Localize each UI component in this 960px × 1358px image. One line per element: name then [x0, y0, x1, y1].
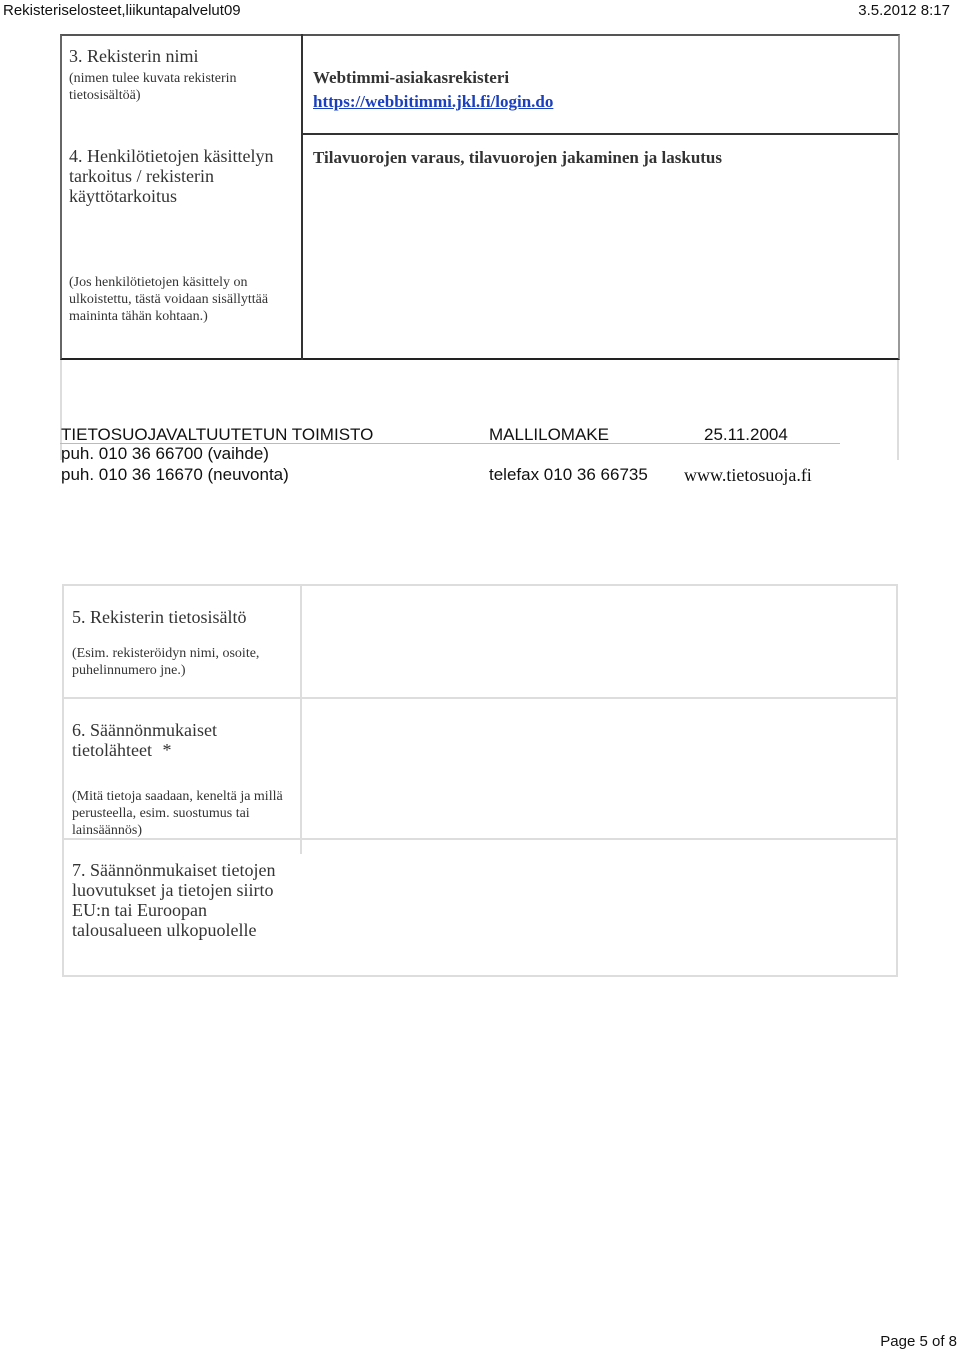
print-datetime: 3.5.2012 8:17: [858, 2, 950, 19]
section6-star: *: [162, 740, 172, 760]
register-login-link[interactable]: https://webbitimmi.jkl.fi/login.do: [313, 92, 554, 111]
section6-heading: [72, 720, 297, 760]
form-label: MALLILOMAKE: [489, 425, 609, 444]
phone-main: puh. 010 36 66700 (vaihde): [61, 444, 269, 463]
office-name: TIETOSUOJAVALTUUTETUN TOIMISTO: [61, 425, 374, 444]
section3-hint: (nimen tulee kuvata rekisterin tietosisältöä): [69, 71, 237, 103]
section6-hint: (Mitä tietoja saadaan, keneltä ja millä perusteella, esim. suostumus tai lainsäännös): [72, 789, 283, 838]
lower-table-row-divider-1: [62, 697, 898, 699]
section5-label: 5. Rekisterin tietosisältö: [72, 607, 247, 627]
section6-label: 6. Säännönmukaiset tietolähteet: [72, 720, 217, 760]
top-table-row-divider: [303, 133, 898, 135]
page-number: Page 5 of 8: [880, 1333, 957, 1350]
section4-value: Tilavuorojen varaus, tilavuorojen jakaminen ja laskutus: [313, 148, 723, 167]
fax: telefax 010 36 66735: [489, 465, 648, 484]
lower-table-col-divider: [300, 584, 302, 854]
section3-label: 3. Rekisterin nimi: [69, 46, 199, 66]
section3-value: Webtimmi-asiakasrekisteri: [313, 68, 510, 87]
page-title: Rekisteriselosteet,liikuntapalvelut09: [3, 2, 241, 19]
top-table-right-edge: [897, 360, 899, 460]
section4-label: 4. Henkilötietojen käsittelyn tarkoitus / rekisterin käyttötarkoitus: [69, 146, 274, 206]
print-header: [0, 0, 960, 22]
website: www.tietosuoja.fi: [684, 465, 812, 485]
section5-hint: (Esim. rekisteröidyn nimi, osoite, puhelinnumero jne.): [72, 646, 260, 678]
form-date: 25.11.2004: [704, 425, 788, 444]
section4-note: (Jos henkilötietojen käsittely on ulkoistettu, tästä voidaan sisällyttää maininta tähän kohtaan.): [69, 275, 269, 324]
top-table-col-divider: [301, 34, 303, 360]
section7-label: 7. Säännönmukaiset tietojen luovutukset ja tietojen siirto EU:n tai Euroopan talousalueen ulkopuolelle: [72, 860, 276, 940]
phone-advice: puh. 010 36 16670 (neuvonta): [61, 465, 289, 484]
